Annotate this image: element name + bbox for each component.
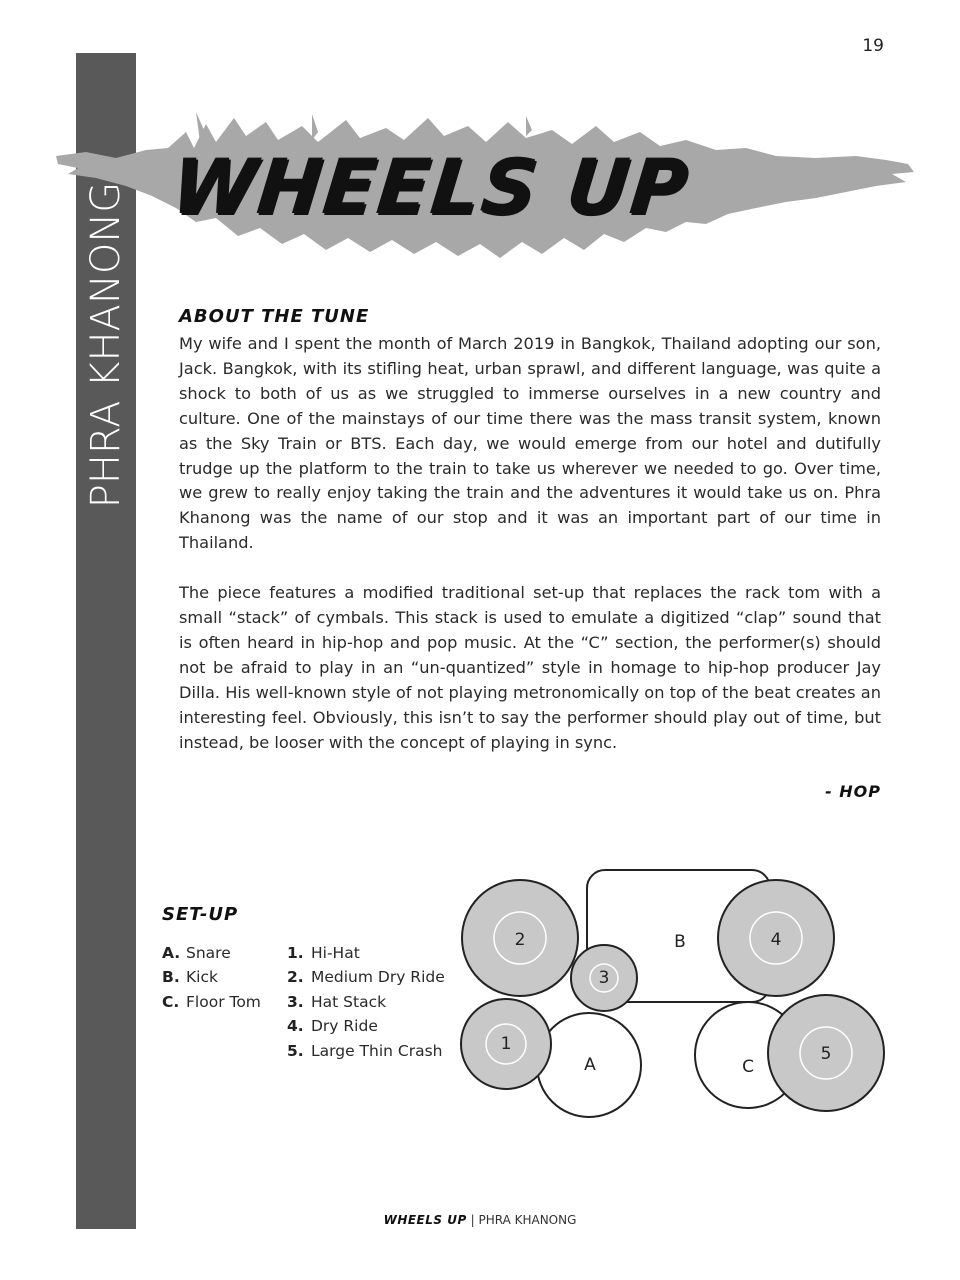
floor-tom-label: C [742, 1057, 754, 1077]
list-item: 1. Hi-Hat [287, 944, 360, 962]
cymbal-list [287, 941, 445, 1063]
footer-title: WHEELS UP [383, 1213, 467, 1227]
dry-ride-label: 4 [770, 930, 782, 950]
hihat-label: 1 [500, 1034, 512, 1054]
stack-label: 3 [598, 968, 610, 988]
about-paragraph-1: My wife and I spent the month of March 2019 in Bangkok, Thailand adopting our son, Jack. Bangkok, with its stifling heat, urban sprawl, and different language, was quite a shock to both of us as we struggled to immerse ourselves in a new country and culture. One of the mainstays of our time there was the mass transit system, known as the Sky Train or BTS. Each day, we would emerge from our hotel and dutifully trudge up the platform to the train to take us wherever we needed to go. Over time, we grew to really enjoy taking the train and the adventures it would take us on. Phra Khanong was the name of our stop and it was an important part of our time in Thailand. [179, 334, 881, 553]
list-item: C. Floor Tom [162, 992, 261, 1011]
page-number: 19 [862, 36, 884, 56]
ride-label: 2 [514, 930, 526, 950]
footer-subtitle: PHRA KHANONG [478, 1213, 577, 1227]
about-body [179, 332, 881, 781]
sidebar-label: PHRA KHANONG [83, 181, 129, 509]
drum-list [162, 941, 261, 1014]
footer-separator: | [470, 1213, 475, 1227]
setup-diagram [450, 860, 900, 1160]
tune-title: WHEELS UP [167, 142, 693, 231]
crash-label: 5 [820, 1044, 832, 1064]
footer [0, 1213, 960, 1227]
list-item: A. Snare [162, 944, 231, 962]
list-item: 4. Dry Ride [287, 1017, 378, 1036]
setup-heading: SET-UP [162, 904, 239, 925]
list-item: 2. Medium Dry Ride [287, 968, 445, 987]
about-heading: ABOUT THE TUNE [179, 306, 370, 327]
list-item: 5. Large Thin Crash [287, 1041, 443, 1060]
list-item: B. Kick [162, 968, 218, 987]
about-paragraph-2: The piece features a modified traditional set-up that replaces the rack tom with a small “stack” of cymbals. This stack is used to emulate a digitized “clap” sound that is often heard in hip-hop and pop music. At the “C” section, the performer(s) should not be afraid to play in an “un-quantized” style in homage to hip-hop producer Jay Dilla. His well-known style of not playing metronomically on top of the beat creates an interesting feel. Obviously, this isn’t to say the performer should play out of time, but instead, be looser with the concept of playing in sync. [179, 583, 881, 752]
snare-label: A [584, 1055, 596, 1075]
signature: - HOP [825, 782, 881, 801]
list-item: 3. Hat Stack [287, 992, 387, 1011]
kick-label: B [674, 932, 686, 952]
